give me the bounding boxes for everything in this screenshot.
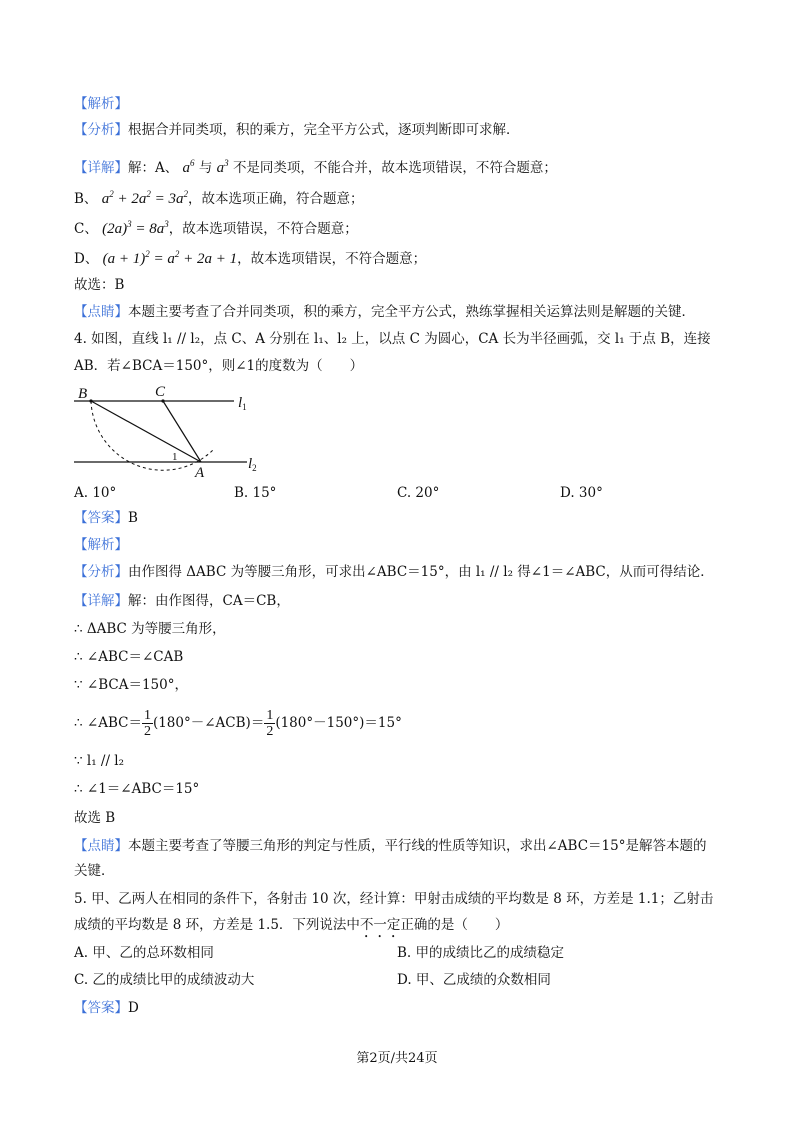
q4-step6: ∴ ∠1＝∠ABC＝15° bbox=[74, 781, 200, 797]
q5-option-a: A. 甲、乙的总环数相同 bbox=[74, 945, 214, 961]
q5-option-b: B. 甲的成绩比乙的成绩稳定 bbox=[397, 945, 565, 961]
tag-answer: 【答案】 bbox=[74, 510, 128, 526]
q4-analysis-tag: 【解析】 bbox=[74, 537, 128, 553]
q4-option-b: B. 15° bbox=[234, 485, 277, 501]
q4-fenxi-line bbox=[74, 562, 714, 582]
q3-c-rest: ，故本选项错误，不符合题意； bbox=[168, 221, 358, 237]
page-footer: 第2页/共24页 bbox=[356, 1051, 438, 1066]
tag-answer: 【答案】 bbox=[74, 1000, 128, 1016]
q4-stem-line2: AB．若∠BCA＝150°，则∠1的度数为（ ） bbox=[74, 358, 364, 374]
q3-d-label: D、 bbox=[74, 251, 99, 267]
q4-answer: B bbox=[128, 510, 138, 526]
label-l1: $l_1$ bbox=[238, 395, 247, 412]
q4-detail-line bbox=[74, 591, 290, 611]
segment-ca bbox=[163, 401, 201, 462]
math-a6: $a^6$ bbox=[182, 158, 195, 176]
math-b-expr: $a^2 + 2a^2 = 3a^2$ bbox=[101, 189, 188, 207]
q3-analysis-line bbox=[74, 120, 520, 140]
q5-stem-emph: 不一定 bbox=[359, 917, 401, 933]
q4-comment-text: 本题主要考查了等腰三角形的判定与性质，平行线的性质等知识，求出∠ABC＝15°是解答本题的 bbox=[128, 838, 707, 854]
q4-detail-text: 解：由作图得，CA＝CB， bbox=[128, 593, 290, 609]
q4-comment-line bbox=[74, 836, 707, 856]
q4-figure bbox=[72, 380, 272, 480]
label-l2: $l_2$ bbox=[248, 456, 257, 473]
q3-detail-a-rest: 不是同类项，不能合并，故本选项错误，不符合题意； bbox=[232, 160, 557, 176]
q3-b-line bbox=[74, 184, 363, 209]
q4-option-a: A. 10° bbox=[74, 485, 117, 501]
tag-xiangjie: 【详解】 bbox=[74, 593, 128, 609]
q5-answer-line bbox=[74, 998, 139, 1018]
section-tag-analysis: 【解析】 bbox=[74, 96, 128, 112]
label-angle-1: 1 bbox=[172, 451, 178, 463]
q3-d-line bbox=[74, 244, 426, 269]
q4-step1: ∴ ΔABC 为等腰三角形， bbox=[74, 621, 226, 637]
q5-stem-pre: 成绩的平均数是 8 环，方差是 1.5．下列说法中 bbox=[74, 917, 360, 933]
q4-fenxi-text: 由作图得 ΔABC 为等腰三角形，可求出∠ABC＝15°，由 l₁ // l₂ 得∠1＝∠ABC，从而可得结论． bbox=[128, 564, 714, 580]
q4-answer-line bbox=[74, 508, 138, 528]
q4-step2: ∴ ∠ABC＝∠CAB bbox=[74, 649, 184, 665]
q3-choice: 故选：B bbox=[74, 277, 125, 293]
q3-b-label: B、 bbox=[74, 191, 98, 207]
q4-step3: ∵ ∠BCA＝150°， bbox=[74, 677, 188, 693]
segment-ba bbox=[91, 401, 201, 462]
q4-choice: 故选 B bbox=[74, 810, 116, 826]
q3-comment-line bbox=[74, 302, 695, 322]
q4-stem-line1: 4. 如图，直线 l₁ // l₂，点 C、A 分别在 l₁、l₂ 上，以点 C 为圆心，CA 长为半径画弧，交 l₁ 于点 B，连接 bbox=[74, 331, 711, 347]
q3-c-label: C、 bbox=[74, 221, 98, 237]
math-a3: $a^3$ bbox=[216, 158, 229, 176]
tag-fenxi: 【分析】 bbox=[74, 122, 128, 138]
q4-step5: ∵ l₁ // l₂ bbox=[74, 753, 125, 769]
q5-option-c: C. 乙的成绩比甲的成绩波动大 bbox=[74, 972, 255, 988]
math-d-expr: $(a + 1)^2 = a^2 + 2a + 1$ bbox=[102, 249, 238, 267]
q3-c-line bbox=[74, 214, 358, 239]
q5-option-d: D. 甲、乙成绩的众数相同 bbox=[397, 972, 551, 988]
q4-step4-right: (180°－150°)＝15° bbox=[275, 715, 402, 731]
q4-option-c: C. 20° bbox=[397, 485, 440, 501]
tag-dianjing: 【点睛】 bbox=[74, 838, 128, 854]
q4-step4-mid: (180°－∠ACB)＝ bbox=[152, 715, 265, 731]
q3-b-rest: ，故本选项正确，符合题意； bbox=[187, 191, 364, 207]
label-c: C bbox=[155, 384, 166, 400]
tag-xiangjie: 【详解】 bbox=[74, 160, 128, 176]
q5-answer: D bbox=[128, 1000, 139, 1016]
q5-stem-line2 bbox=[74, 915, 508, 941]
label-a: A bbox=[195, 465, 205, 480]
q3-comment-text: 本题主要考查了合并同类项，积的乘方，完全平方公式，熟练掌握相关运算法则是解题的关键． bbox=[128, 304, 695, 320]
q3-d-rest: ，故本选项错误，不符合题意； bbox=[237, 251, 427, 267]
q5-stem-line1: 5. 甲、乙两人在相同的条件下，各射击 10 次，经计算：甲射击成绩的平均数是 8 环，方差是 1.1；乙射击 bbox=[74, 891, 714, 907]
q3-detail-intro: 解：A、 bbox=[128, 160, 179, 176]
q3-detail-line: 【详解】解：A、 $a^6$ 与 $a^3$ 不是同类项，不能合并，故本选项错误，不符合题意； bbox=[74, 158, 557, 176]
q5-stem-post: 正确的是（ ） bbox=[400, 917, 509, 933]
q4-step4-left: ∴ ∠ABC＝ bbox=[74, 715, 142, 731]
tag-fenxi: 【分析】 bbox=[74, 564, 128, 580]
label-b: B bbox=[78, 386, 88, 402]
q4-step4 bbox=[74, 706, 402, 740]
q4-comment-line2: 关键． bbox=[74, 863, 115, 879]
tag-dianjing: 【点睛】 bbox=[74, 304, 128, 320]
fraction-half: $\frac{1}{2}$ bbox=[266, 708, 274, 739]
q4-option-d: D. 30° bbox=[560, 485, 603, 501]
q3-analysis-text: 根据合并同类项，积的乘方，完全平方公式，逐项判断即可求解． bbox=[128, 122, 520, 138]
math-c-expr: $(2a)^3 = 8a^3$ bbox=[102, 219, 169, 237]
fraction-half: $\frac{1}{2}$ bbox=[143, 708, 151, 739]
